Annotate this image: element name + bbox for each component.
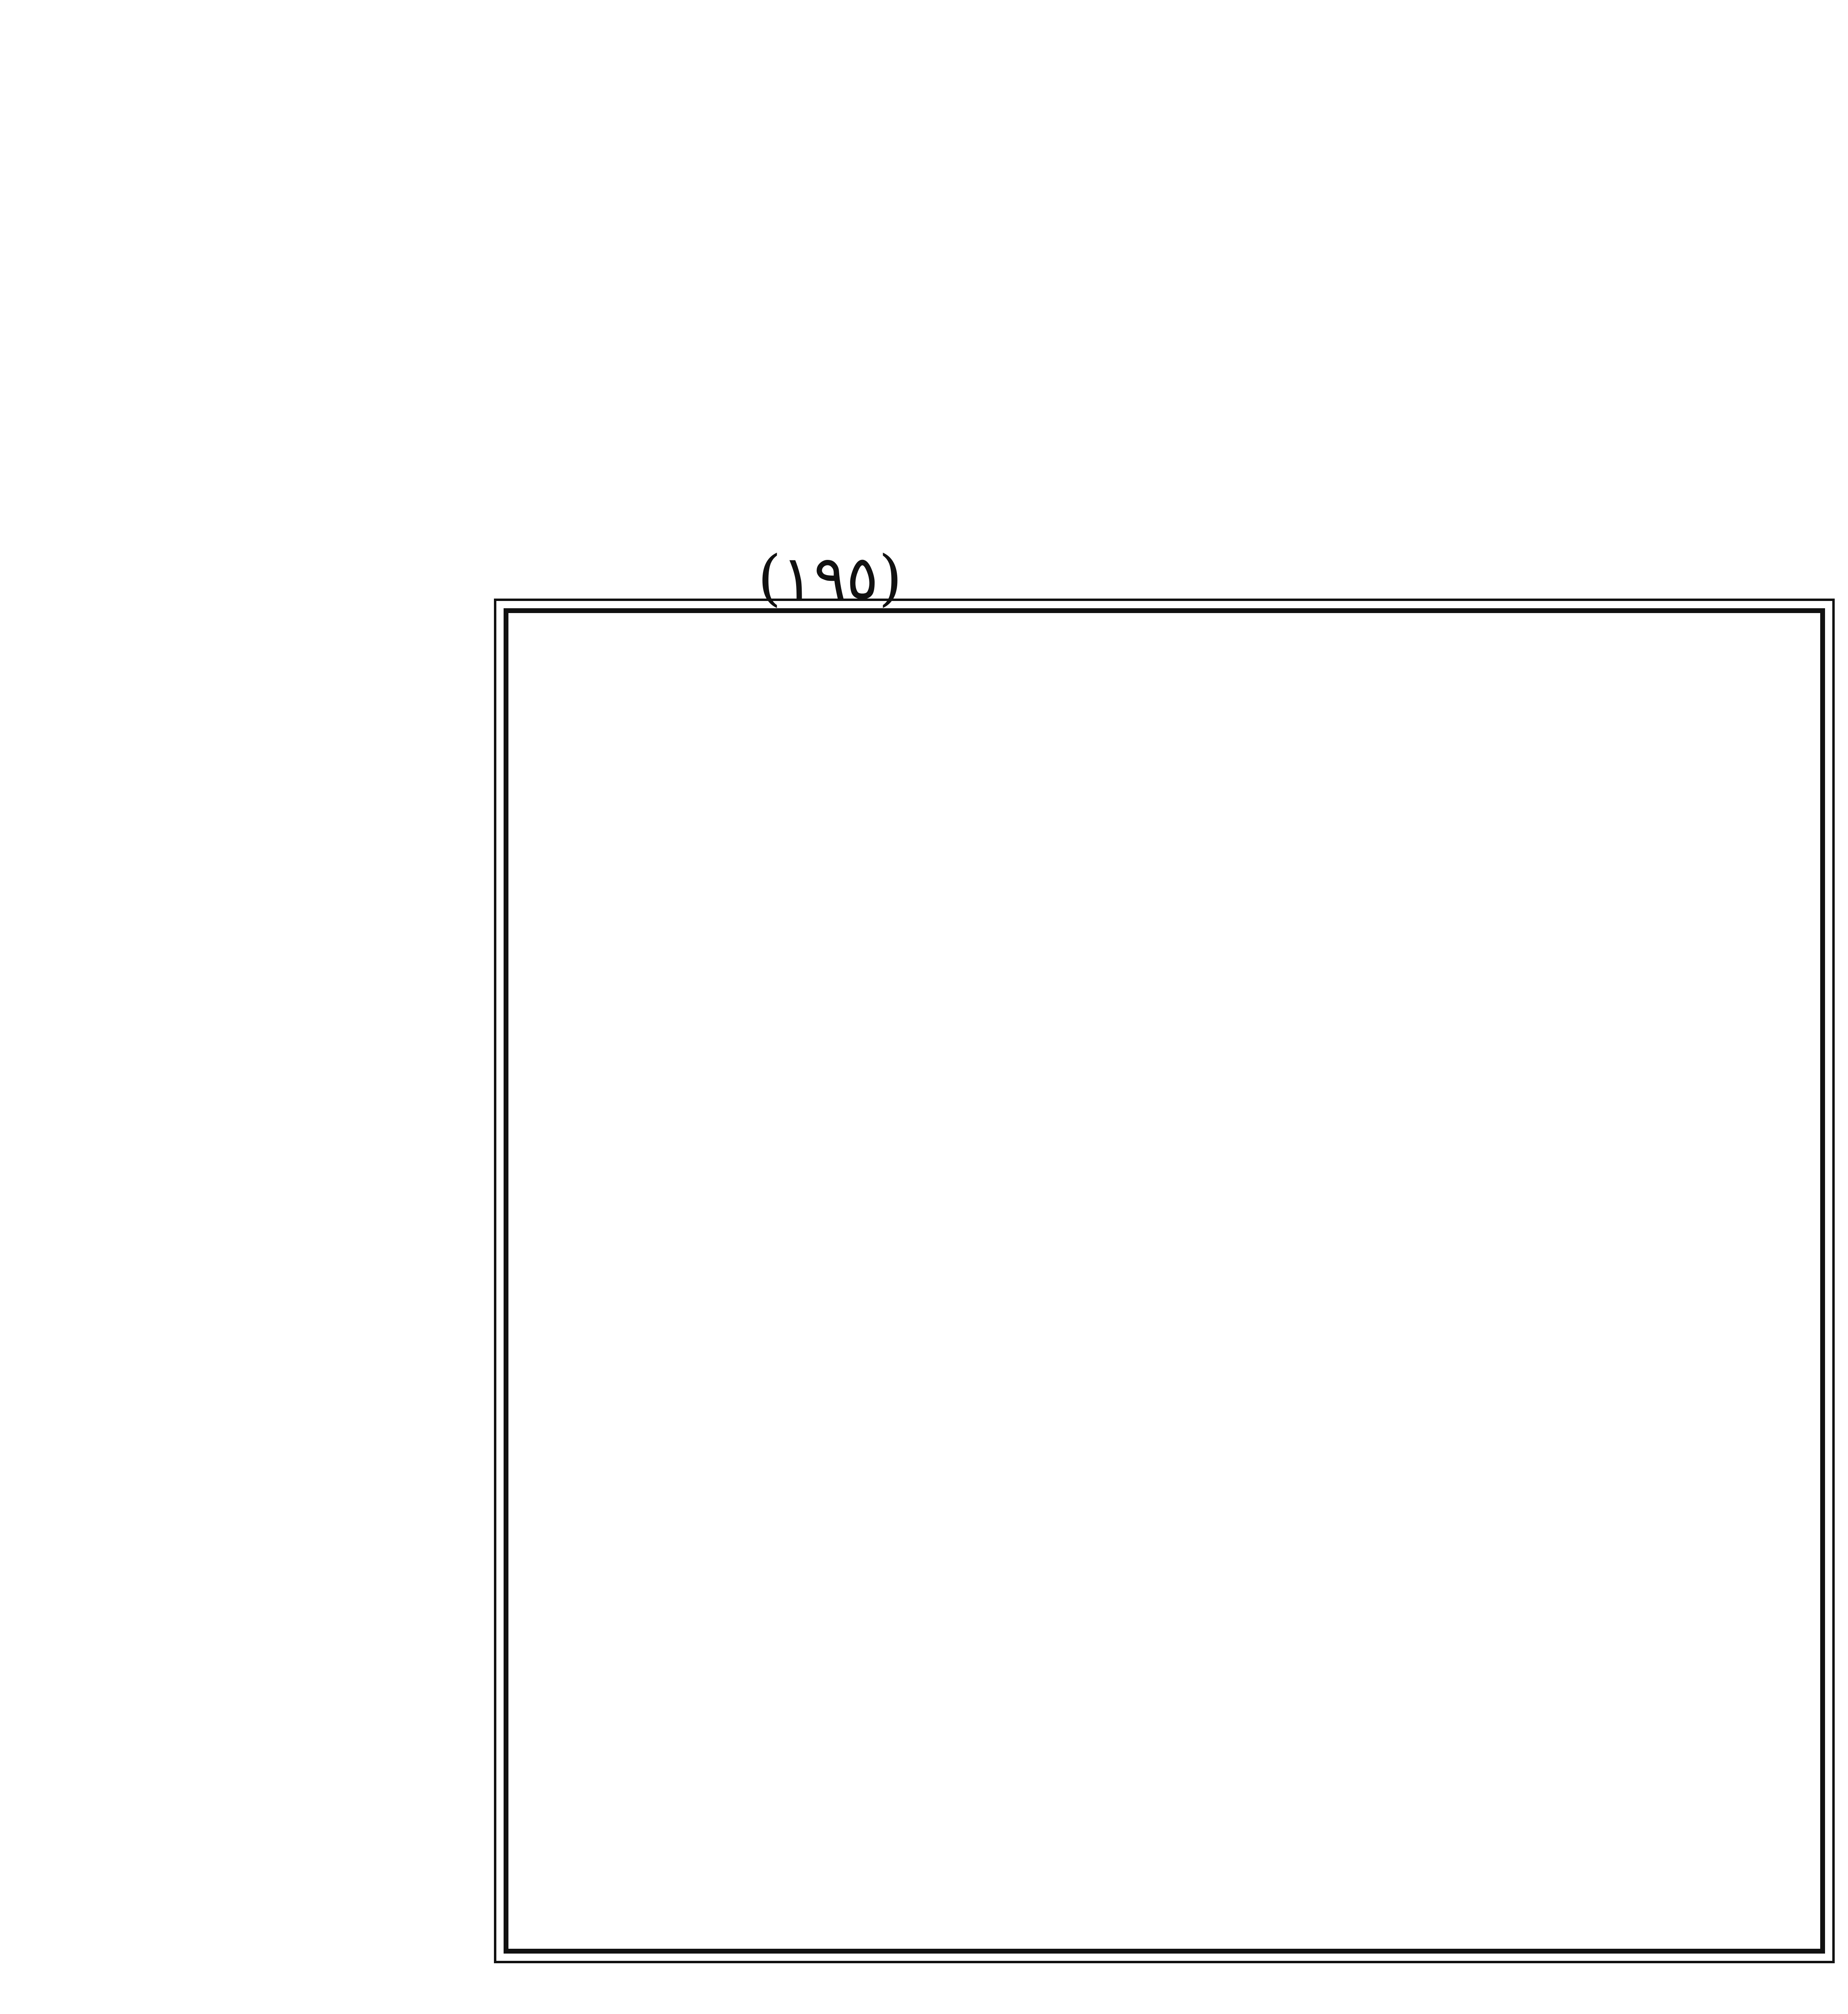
margin-commentary [121, 616, 475, 1970]
page-number: (١٩٥) [757, 543, 902, 613]
commentary-top-text [129, 145, 1704, 580]
main-text-frame [504, 608, 1825, 1954]
main-text [545, 645, 1784, 1917]
